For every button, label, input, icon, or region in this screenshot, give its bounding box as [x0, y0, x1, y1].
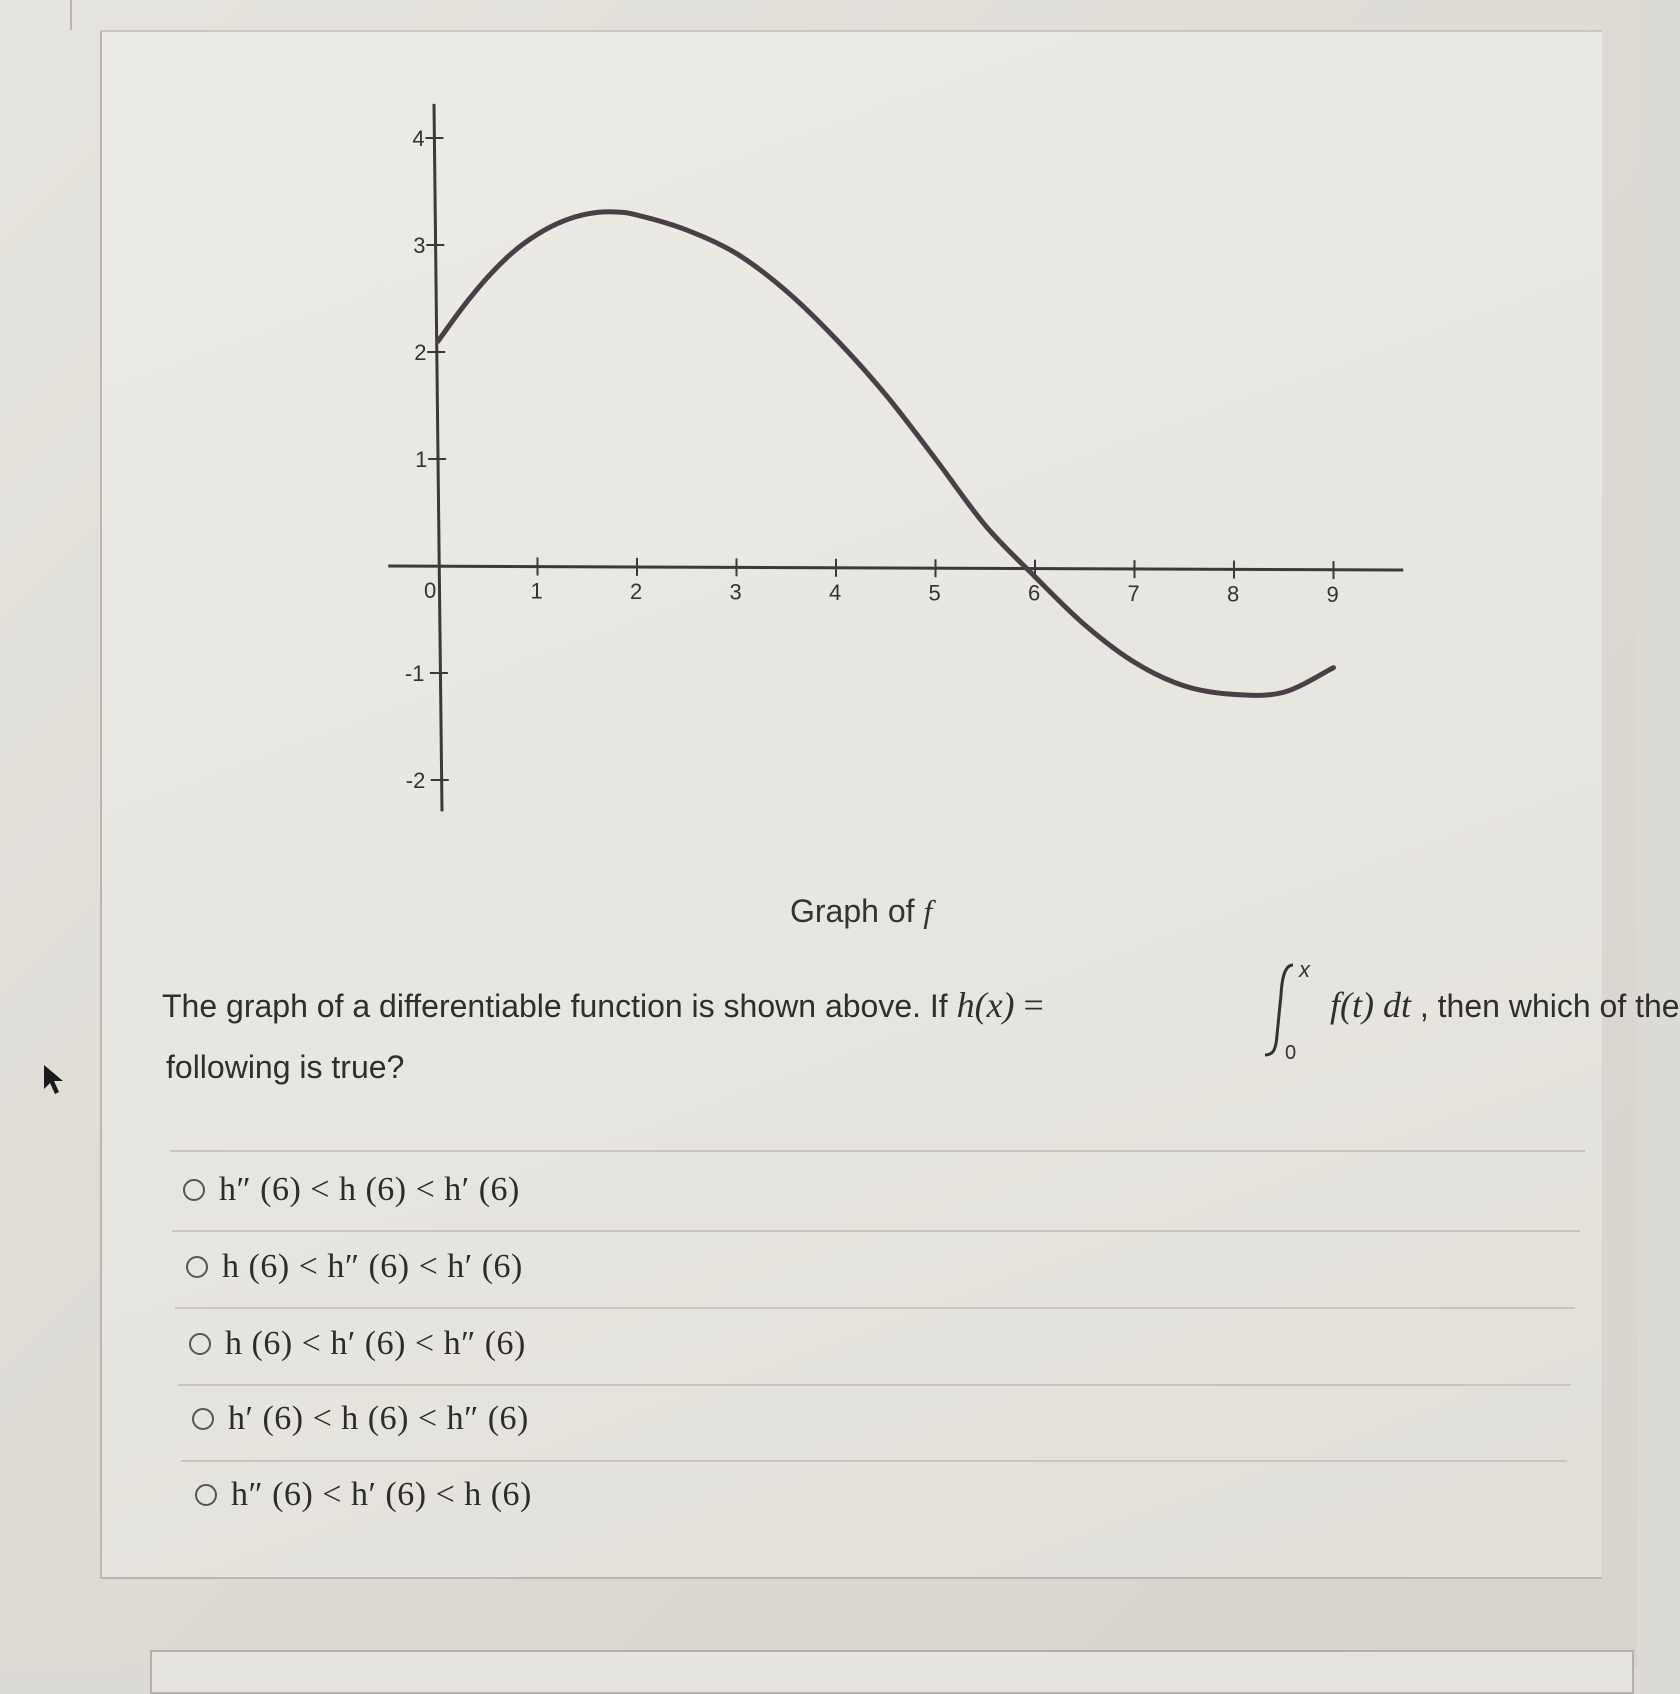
y-tick-label: 4: [412, 126, 425, 151]
answer-option-4[interactable]: [192, 1394, 529, 1444]
integral-sign-icon: [1255, 955, 1325, 1065]
x-tick-label: 7: [1127, 581, 1140, 607]
answer-option-5[interactable]: [195, 1470, 532, 1520]
answer-option-3[interactable]: [189, 1319, 526, 1369]
question-line-1-after: [1330, 985, 1680, 1026]
integral-lower-limit: 0: [1285, 1042, 1297, 1064]
y-tick-label: -2: [405, 768, 426, 793]
question-line-2: following is true?: [166, 1049, 405, 1085]
x-tick-label: 4: [829, 579, 842, 605]
x-tick-label: 9: [1326, 582, 1339, 608]
curve-f: [438, 212, 1334, 696]
radio-button[interactable]: [195, 1484, 217, 1506]
mouse-cursor-icon: [40, 1063, 70, 1097]
x-tick-label: 6: [1028, 580, 1041, 606]
divider: [170, 1150, 1585, 1152]
x-tick-label: 3: [729, 579, 742, 605]
question-line-1: [162, 985, 1044, 1026]
y-tick-label: 2: [414, 340, 427, 365]
y-tick-label: 1: [415, 447, 428, 472]
question-text-before: The graph of a differentiable function is shown above. If: [162, 988, 957, 1024]
answer-option-label: h″ (6) < h′ (6) < h (6): [231, 1476, 532, 1513]
divider: [175, 1307, 1575, 1309]
answer-option-label: h (6) < h′ (6) < h″ (6): [225, 1325, 526, 1362]
y-tick-label: 3: [413, 233, 426, 258]
radio-button[interactable]: [186, 1256, 208, 1278]
answer-option-2[interactable]: [186, 1242, 523, 1292]
caption-prefix: Graph of: [790, 893, 924, 929]
answer-option-1[interactable]: [183, 1165, 520, 1215]
answer-option-label: h′ (6) < h (6) < h″ (6): [228, 1400, 529, 1437]
answer-option-label: h″ (6) < h (6) < h′ (6): [219, 1171, 520, 1208]
caption-function-name: f: [923, 893, 933, 929]
divider: [181, 1460, 1567, 1462]
x-tick-label: 5: [928, 580, 941, 606]
divider: [172, 1230, 1580, 1232]
divider: [178, 1384, 1571, 1386]
answer-option-label: h (6) < h″ (6) < h′ (6): [222, 1248, 523, 1285]
equals-sign: =: [1014, 985, 1044, 1025]
integral-upper-limit: x: [1299, 957, 1310, 982]
y-axis: [434, 104, 442, 812]
radio-button[interactable]: [189, 1333, 211, 1355]
radio-button[interactable]: [183, 1179, 205, 1201]
graph-caption: [790, 893, 932, 930]
h-of-x: h(x): [956, 985, 1015, 1025]
next-question-card-edge: [150, 1650, 1634, 1694]
x-axis: [388, 566, 1403, 570]
radio-button[interactable]: [192, 1408, 214, 1430]
integrand: f(t) dt: [1330, 985, 1411, 1025]
x-tick-label: 1: [530, 578, 543, 604]
x-tick-label: 8: [1227, 581, 1240, 607]
x-tick-label: 2: [630, 578, 643, 604]
y-tick-label: -1: [404, 661, 425, 686]
x-tick-label: 0: [424, 578, 437, 603]
question-text-after: , then which of the: [1410, 988, 1680, 1024]
